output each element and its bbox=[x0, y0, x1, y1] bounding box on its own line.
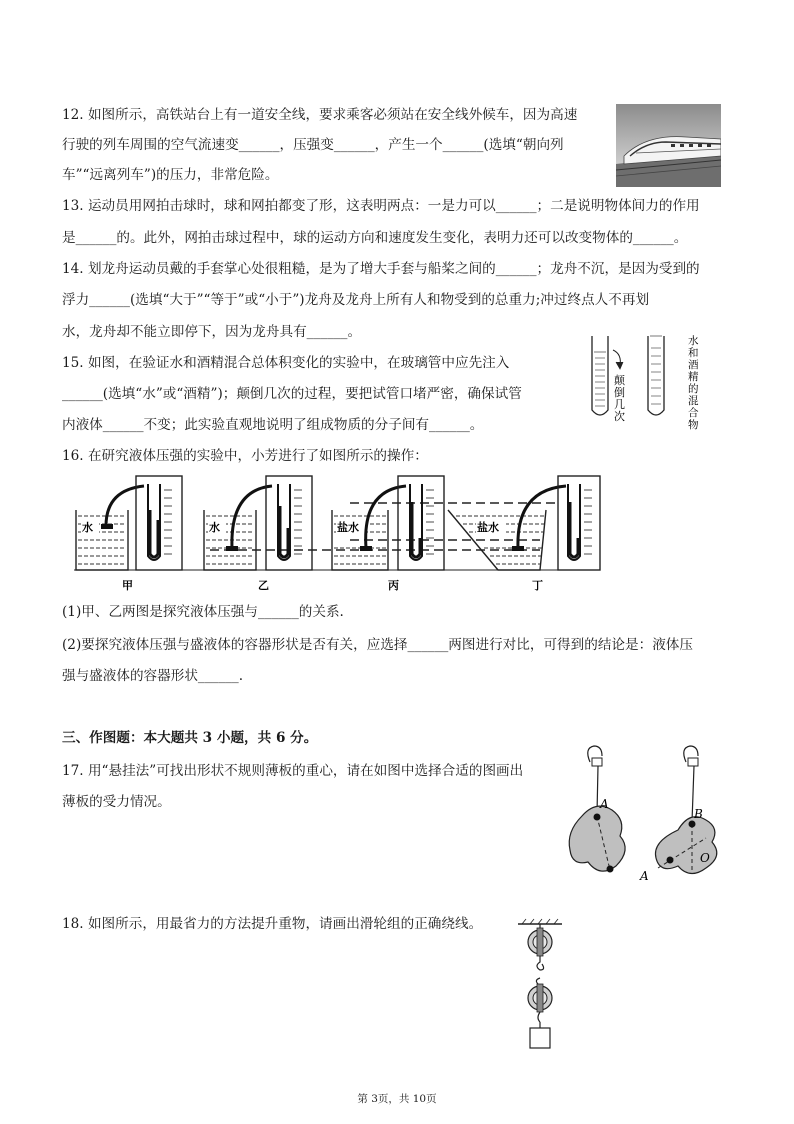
caption-yi: 乙 bbox=[258, 579, 269, 592]
gauge-bing bbox=[398, 476, 444, 570]
q16-sub2-line2: 强与盛液体的容器形状______. bbox=[62, 668, 244, 684]
caption-jia: 甲 bbox=[122, 579, 133, 592]
q15-line1: 15. 如图，在验证水和酒精混合总体积变化的实验中，在玻璃管中应先注入 bbox=[62, 355, 510, 371]
suspension-figure bbox=[560, 738, 740, 888]
container-yi bbox=[204, 486, 272, 570]
q13-line1: 13. 运动员用网拍击球时，球和网拍都变了形，这表明两点：一是力可以______；二是说明物体间力的作用 bbox=[62, 198, 700, 214]
fig-label-right-7: 合 bbox=[688, 407, 699, 419]
fig-label-left-3: 几 bbox=[614, 398, 625, 411]
q15-line3: 内液体______不变；此实验直观地说明了组成物质的分子间有______。 bbox=[62, 417, 484, 433]
section3-heading: 三、作图题：本大题共 3 小题，共 6 分。 bbox=[62, 730, 318, 746]
q16-sub2-line1: (2)要探究液体压强与盛液体的容器形状是否有关，应选择______两图进行对比，可得到的结论是：液体压 bbox=[62, 637, 693, 653]
fig-label-right-1: 水 bbox=[688, 335, 699, 347]
liquid-label-bing: 盐水 bbox=[337, 521, 359, 534]
tube-left-liquid bbox=[595, 358, 605, 406]
tube-left bbox=[592, 336, 608, 415]
plate-right bbox=[655, 817, 716, 874]
q14-line3: 水，龙舟却不能立即停下，因为龙舟具有______。 bbox=[62, 324, 362, 340]
gauge-jia bbox=[136, 476, 182, 570]
tube-right-liquid bbox=[651, 348, 661, 404]
q12-line1: 12. 如图所示，高铁站台上有一道安全线，要求乘客必须站在安全线外候车，因为高速 bbox=[62, 107, 578, 123]
fig-label-right-3: 酒 bbox=[688, 359, 699, 371]
liquid-label-ding: 盐水 bbox=[477, 521, 499, 534]
caption-bing: 丙 bbox=[388, 579, 399, 592]
q16-sub1: (1)甲、乙两图是探究液体压强与______的关系. bbox=[62, 604, 344, 620]
fig-label-right-8: 物 bbox=[688, 419, 699, 431]
fig-label-right-5: 的 bbox=[688, 383, 699, 395]
gauge-yi bbox=[266, 476, 312, 570]
movable-pulley bbox=[528, 984, 552, 1012]
q18-line1: 18. 如图所示，用最省力的方法提升重物，请画出滑轮组的正确绕线。 bbox=[62, 916, 483, 932]
point-label-a-left: A bbox=[600, 797, 609, 811]
caption-ding: 丁 bbox=[532, 579, 543, 592]
liquid-label-yi: 水 bbox=[209, 521, 220, 534]
liquid-label-jia: 水 bbox=[82, 521, 93, 534]
gauge-ding bbox=[558, 476, 600, 570]
q12-line2: 行驶的列车周围的空气流速变______，压强变______，产生一个______(选填“朝向列 bbox=[62, 137, 564, 153]
fig-label-right-6: 混 bbox=[688, 395, 699, 407]
fig-label-right-4: 精 bbox=[688, 371, 699, 383]
q12-line3: 车”“远离列车”)的压力，非常危险。 bbox=[62, 167, 279, 183]
point-label-a-right: A bbox=[640, 869, 649, 883]
fig-label-left-2: 倒 bbox=[614, 386, 625, 399]
q15-line2: ______(选填“水”或“酒精”)；颠倒几次的过程，要把试管口堵严密，确保试管 bbox=[62, 386, 522, 402]
high-speed-train-photo bbox=[616, 104, 721, 187]
q17-line2: 薄板的受力情况。 bbox=[62, 794, 171, 810]
fig-label-left-1: 颠 bbox=[614, 374, 625, 387]
fig-label-left-4: 次 bbox=[614, 410, 625, 423]
page-footer: 第 3页，共 10页 bbox=[357, 1093, 437, 1105]
q14-line2: 浮力______(选填“大于”“等于”或“小于”)龙舟及龙舟上所有人和物受到的总重力;冲过终点人不再划 bbox=[62, 292, 650, 308]
liquid-pressure-figure bbox=[70, 470, 600, 598]
pulley-figure bbox=[512, 918, 572, 1068]
q13-line2: 是______的。此外，网拍击球过程中，球的运动方向和速度发生变化，表明力还可以改变物体的______。 bbox=[62, 230, 688, 246]
container-jia bbox=[76, 486, 144, 570]
weight-block bbox=[530, 1028, 550, 1048]
fig-label-right-2: 和 bbox=[688, 347, 699, 359]
fixed-pulley bbox=[528, 928, 552, 956]
point-label-b: B bbox=[694, 807, 703, 821]
q17-line1: 17. 用“悬挂法”可找出形状不规则薄板的重心，请在如图中选择合适的图画出 bbox=[62, 763, 524, 779]
container-ding bbox=[448, 486, 566, 570]
q14-line1: 14. 划龙舟运动员戴的手套掌心处很粗糙，是为了增大手套与船桨之间的______；龙舟不沉，是因为受到的 bbox=[62, 261, 700, 277]
q16-intro: 16. 在研究液体压强的实验中，小芳进行了如图所示的操作： bbox=[62, 448, 428, 464]
point-label-o: O bbox=[700, 851, 710, 865]
test-tube-figure bbox=[580, 332, 730, 442]
container-bing bbox=[332, 486, 406, 570]
